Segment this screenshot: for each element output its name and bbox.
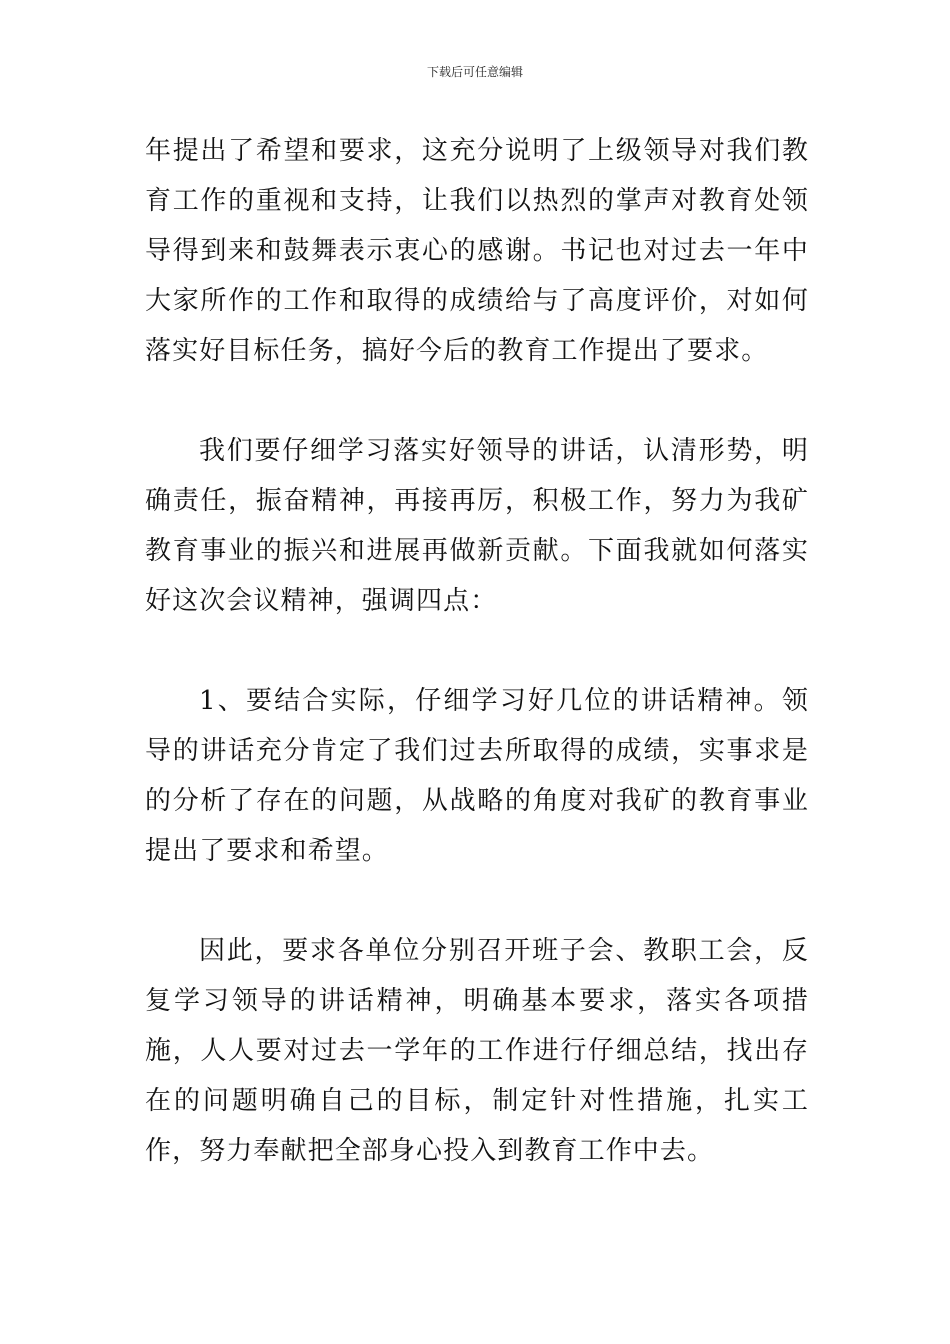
paragraph-spacer (145, 626, 809, 676)
paragraph-spacer (145, 876, 809, 926)
document-body (145, 126, 809, 1176)
paragraph-continuation: 年提出了希望和要求，这充分说明了上级领导对我们教育工作的重视和支持，让我们以热烈的掌声对教育处领导得到来和鼓舞表示衷心的感谢。书记也对过去一年中大家所作的工作和取得的成绩给与了高度评价，对如何落实好目标任务，搞好今后的教育工作提出了要求。 (145, 136, 809, 366)
paragraph-study-speech: 我们要仔细学习落实好领导的讲话，认清形势，明确责任，振奋精神，再接再厉，积极工作，努力为我矿教育事业的振兴和进展再做新贡献。下面我就如何落实好这次会议精神，强调四点： (145, 436, 809, 616)
page-header: 下载后可任意编辑 (426, 65, 523, 79)
paragraph-spacer (145, 376, 809, 426)
paragraph-requirements: 因此，要求各单位分别召开班子会、教职工会，反复学习领导的讲话精神，明确基本要求，落实各项措施，人人要对过去一学年的工作进行仔细总结，找出存在的问题明确自己的目标，制定针对性措施，扎实工作，努力奉献把全部身心投入到教育工作中去。 (145, 936, 809, 1166)
paragraph-point-one: 1、要结合实际，仔细学习好几位的讲话精神。领导的讲话充分肯定了我们过去所取得的成绩，实事求是的分析了存在的问题，从战略的角度对我矿的教育事业提出了要求和希望。 (145, 686, 809, 866)
